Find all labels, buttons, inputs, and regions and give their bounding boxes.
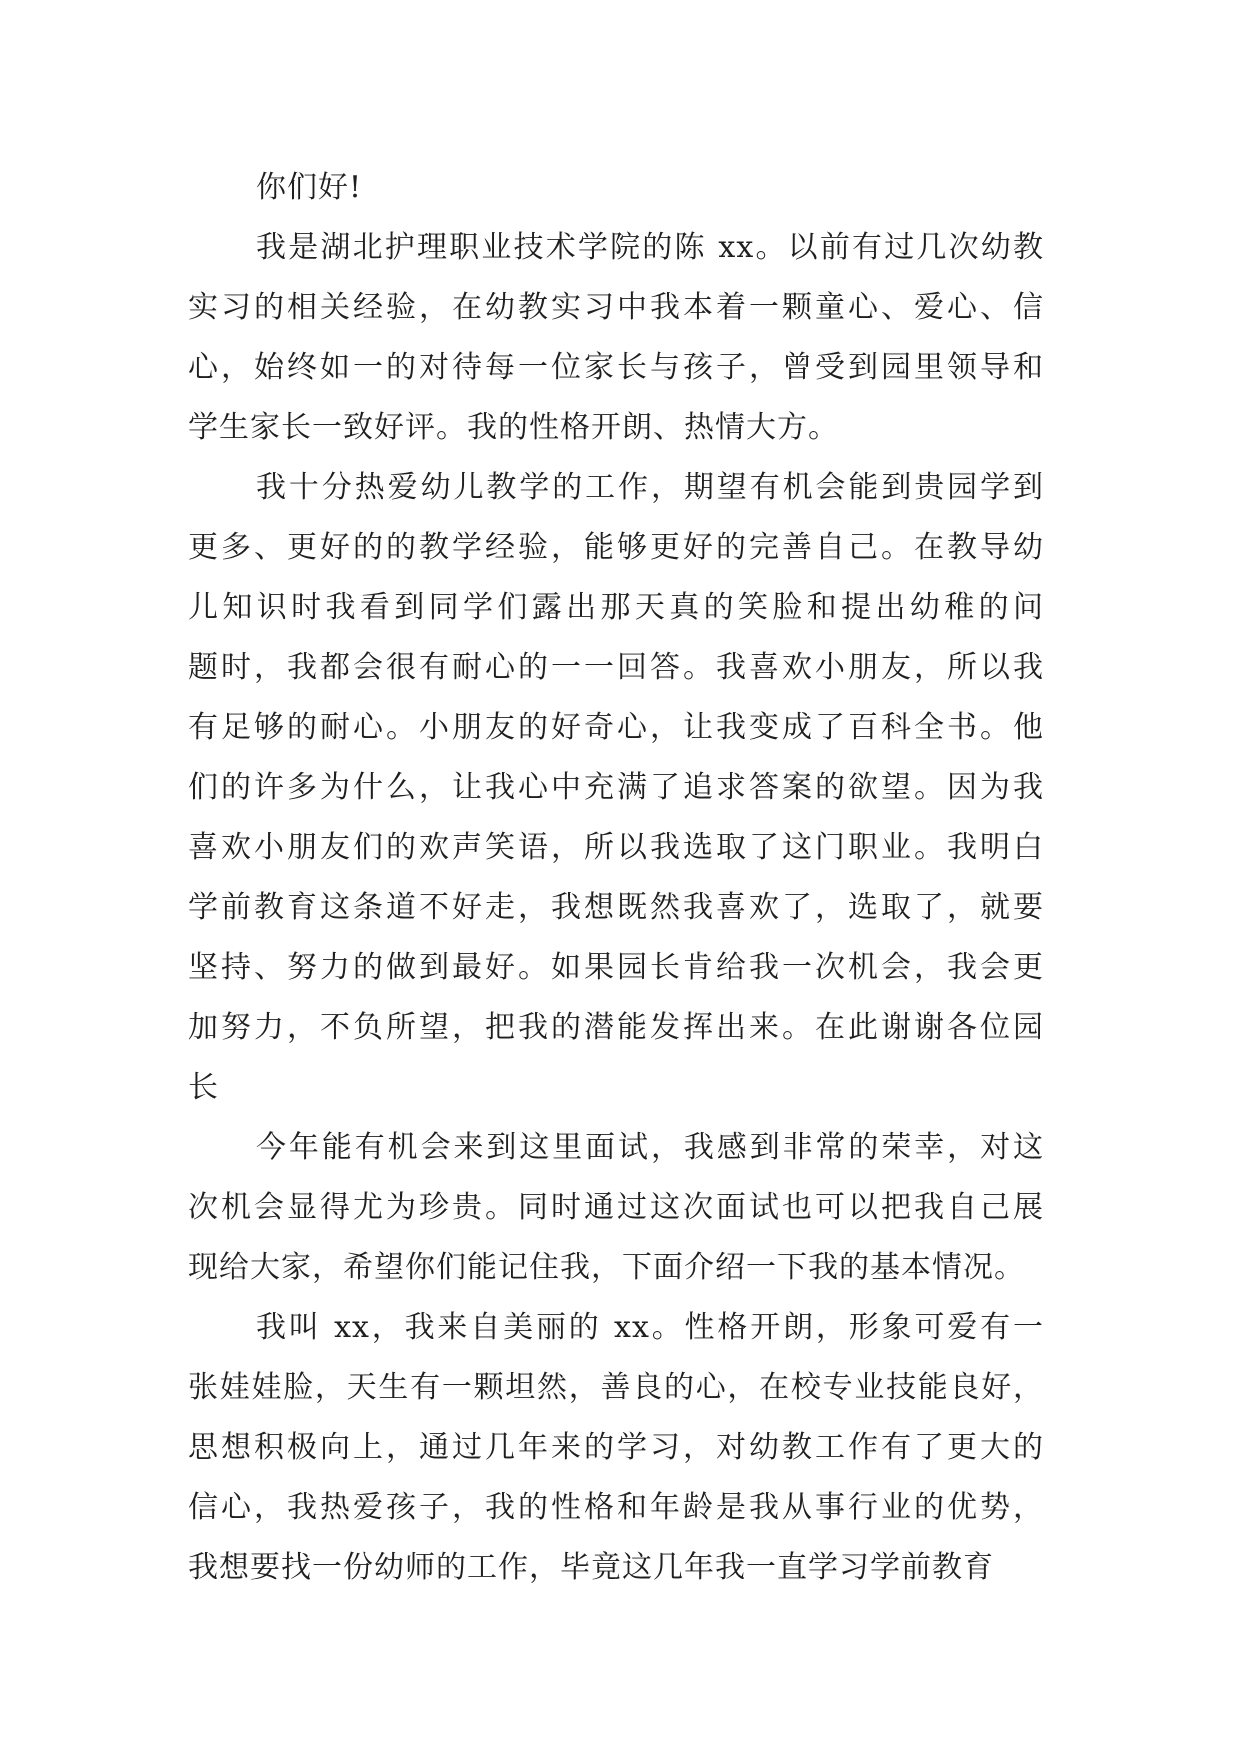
- text-line: 你们好!: [256, 170, 363, 205]
- text-line: 加努力，不负所望，把我的潜能发挥出来。在此谢谢各位园: [188, 1010, 1044, 1045]
- text-line: 现给大家，希望你们能记住我，下面介绍一下我的基本情况。: [188, 1250, 1025, 1285]
- text-line: 儿知识时我看到同学们露出那天真的笑脸和提出幼稚的问: [188, 590, 1044, 625]
- text-line: 坚持、努力的做到最好。如果园长肯给我一次机会，我会更: [188, 950, 1044, 985]
- text-line: 我十分热爱幼儿教学的工作，期望有机会能到贵园学到: [256, 470, 1044, 505]
- text-line: 喜欢小朋友们的欢声笑语，所以我选取了这门职业。我明白: [188, 830, 1044, 865]
- text-line: 张娃娃脸，天生有一颗坦然，善良的心，在校专业技能良好，: [188, 1370, 1044, 1405]
- text-line: 次机会显得尤为珍贵。同时通过这次面试也可以把我自己展: [188, 1190, 1044, 1225]
- text-line: 有足够的耐心。小朋友的好奇心，让我变成了百科全书。他: [188, 710, 1044, 745]
- document-body: [188, 158, 1044, 1598]
- text-line: 长: [188, 1070, 219, 1105]
- text-line: 学生家长一致好评。我的性格开朗、热情大方。: [188, 410, 839, 445]
- text-line: 我叫 xx，我来自美丽的 xx。性格开朗，形象可爱有一: [256, 1310, 1044, 1345]
- paragraph: [188, 1118, 1044, 1298]
- text-line: 今年能有机会来到这里面试，我感到非常的荣幸，对这: [256, 1130, 1044, 1165]
- text-line: 信心，我热爱孩子，我的性格和年龄是我从事行业的优势，: [188, 1490, 1044, 1525]
- paragraph: [188, 1298, 1044, 1598]
- paragraph: [188, 218, 1044, 458]
- text-line: 题时，我都会很有耐心的一一回答。我喜欢小朋友，所以我: [188, 650, 1044, 685]
- text-line: 我是湖北护理职业技术学院的陈 xx。以前有过几次幼教: [256, 230, 1044, 265]
- text-line: 实习的相关经验，在幼教实习中我本着一颗童心、爱心、信: [188, 290, 1044, 325]
- text-line: 更多、更好的的教学经验，能够更好的完善自己。在教导幼: [188, 530, 1044, 565]
- text-line: 学前教育这条道不好走，我想既然我喜欢了，选取了，就要: [188, 890, 1044, 925]
- text-line: 思想积极向上，通过几年来的学习，对幼教工作有了更大的: [188, 1430, 1044, 1465]
- text-line: 我想要找一份幼师的工作，毕竟这几年我一直学习学前教育: [188, 1550, 994, 1585]
- paragraph: [188, 458, 1044, 1118]
- text-line: 心，始终如一的对待每一位家长与孩子，曾受到园里领导和: [188, 350, 1044, 385]
- text-line: 们的许多为什么，让我心中充满了追求答案的欲望。因为我: [188, 770, 1044, 805]
- paragraph: [188, 158, 1044, 218]
